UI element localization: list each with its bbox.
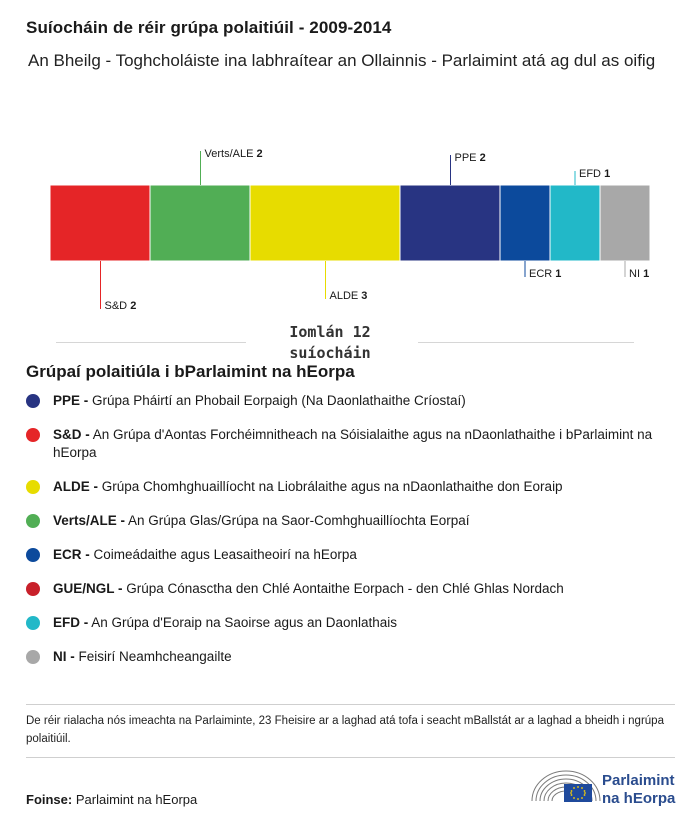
legend-abbr: ALDE - — [53, 479, 98, 494]
legend-dot-icon — [26, 650, 40, 664]
logo-text — [602, 772, 675, 808]
segment-label: EFD 1 — [579, 168, 611, 180]
total-seats-count: Iomlán 12 — [289, 323, 371, 341]
legend-dot-icon — [26, 428, 40, 442]
legend-abbr: PPE - — [53, 393, 89, 408]
legend-item — [26, 426, 666, 462]
bar-segment — [50, 185, 150, 261]
legend-dot-icon — [26, 514, 40, 528]
legend-description: Grúpa Pháirtí an Phobail Eorpaigh (Na Daonlathaithe Críostaí) — [88, 393, 466, 408]
bar-segment — [400, 185, 500, 261]
legend-dot-icon — [26, 480, 40, 494]
legend-dot-icon — [26, 616, 40, 630]
logo-text-line2: na hEorpa — [602, 790, 676, 807]
segment-label: PPE 2 — [454, 152, 486, 164]
chart-subtitle: An Bheilg - Toghcholáiste ina labhraítear an Ollainnis - Parlaimint atá ag dul as oifig — [28, 51, 656, 70]
note-divider-top — [26, 704, 675, 705]
legend-item — [26, 392, 666, 410]
legend-abbr: ECR - — [53, 547, 90, 562]
legend-description: An Grúpa d'Aontas Forchéimnitheach na Sóisialaithe agus na nDaonlathaithe i bParlaimint na hEorpa — [53, 427, 653, 460]
segment-label: Verts/ALE 2 — [204, 148, 263, 160]
source — [26, 792, 197, 807]
bar-segment — [600, 185, 650, 261]
legend-description: Coimeádaithe agus Leasaitheoirí na hEorpa — [89, 547, 357, 562]
logo-text-line1: Parlaimint — [602, 772, 675, 789]
legend-abbr: S&D - — [53, 427, 90, 442]
source-label: Foinse: — [26, 792, 73, 807]
bar-segment — [150, 185, 250, 261]
legend-description: Grúpa Chomhghuaillíocht na Liobrálaithe agus na nDaonlathaithe don Eoraip — [98, 479, 563, 494]
legend — [26, 392, 666, 682]
legend-description: Feisirí Neamhcheangailte — [74, 649, 232, 664]
legend-dot-icon — [26, 582, 40, 596]
legend-item — [26, 478, 666, 496]
total-divider-left — [56, 342, 246, 343]
segment-label: ECR 1 — [529, 268, 562, 280]
legend-item — [26, 580, 666, 598]
total-seats-unit: suíocháin — [289, 344, 371, 362]
segment-label: ALDE 3 — [329, 290, 368, 302]
note-divider-bottom — [26, 757, 675, 758]
legend-abbr: GUE/NGL - — [53, 581, 123, 596]
bar-segment — [250, 185, 400, 261]
legend-description: An Grúpa d'Eoraip na Saoirse agus an Daonlathais — [88, 615, 398, 630]
legend-heading: Grúpaí polaitiúla i bParlaimint na hEorpa — [26, 362, 355, 381]
legend-item — [26, 546, 666, 564]
legend-abbr: Verts/ALE - — [53, 513, 126, 528]
legend-description: An Grúpa Glas/Grúpa na Saor-Comhghuaillíochta Eorpaí — [125, 513, 470, 528]
total-divider-right — [418, 342, 634, 343]
bar-segment — [500, 185, 550, 261]
legend-abbr: NI - — [53, 649, 75, 664]
legend-item — [26, 512, 666, 530]
legend-item — [26, 614, 666, 632]
seat-bar-chart — [0, 140, 700, 320]
legend-abbr: EFD - — [53, 615, 89, 630]
legend-item — [26, 648, 666, 666]
segment-label: NI 1 — [629, 268, 650, 280]
chart-title: Suíocháin de réir grúpa polaitiúil - 2009-2014 — [26, 18, 392, 37]
segment-label: S&D 2 — [104, 300, 137, 312]
legend-dot-icon — [26, 394, 40, 408]
legend-description: Grúpa Cónasctha den Chlé Aontaithe Eorpach - den Chlé Ghlas Nordach — [122, 581, 564, 596]
bar-segment — [550, 185, 600, 261]
source-text: Parlaimint na hEorpa — [72, 792, 198, 807]
legend-dot-icon — [26, 548, 40, 562]
total-seats — [240, 322, 420, 364]
footnote: De réir rialacha nós imeachta na Parlaiminte, 23 Fheisire ar a laghad atá tofa i seacht mBallstát ar a laghad a bheidh i ngrúpa polaitiúil. — [26, 715, 664, 745]
